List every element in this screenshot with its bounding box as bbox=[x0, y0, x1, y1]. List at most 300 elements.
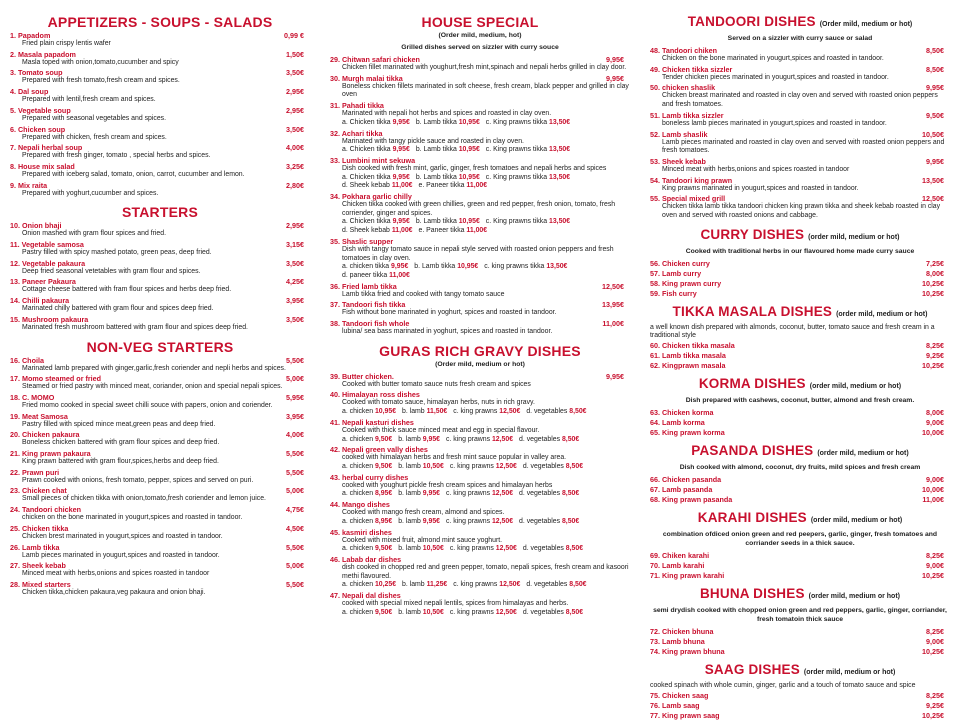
menu-item-description: Marinated lamb prepared with ginger,garlic,fresh coriender and nepli herbs and spices. bbox=[22, 364, 286, 372]
section-title-text: SAAG DISHES bbox=[704, 662, 800, 678]
menu-item-description: Minced meat with herbs,onions and spices roasted in tandoor bbox=[662, 165, 850, 173]
variant-label: c. King prawns tikka bbox=[485, 118, 548, 126]
menu-item-price: 4,00€ bbox=[286, 430, 304, 440]
menu-item-name: 32. Achari tikka bbox=[330, 128, 383, 138]
menu-item bbox=[330, 192, 630, 236]
menu-item-description: King prawn battered with gram flour,spices,herbs and deep fried. bbox=[22, 458, 219, 466]
menu-item-name: 30. Murgh malai tikka bbox=[330, 73, 403, 83]
variant-label: a. Chicken tikka bbox=[342, 118, 391, 126]
menu-item-header bbox=[330, 55, 630, 64]
menu-item bbox=[10, 50, 310, 68]
menu-item-price: 10,00€ bbox=[922, 428, 944, 438]
menu-item bbox=[650, 637, 950, 646]
menu-item-variant bbox=[342, 463, 392, 472]
menu-item-variant bbox=[519, 436, 579, 445]
menu-item-name: 6. Chicken soup bbox=[10, 124, 66, 134]
menu-item bbox=[10, 543, 310, 561]
menu-item-header bbox=[650, 157, 950, 166]
menu-item-name: 73. Lamb bhuna bbox=[650, 637, 705, 647]
section-subtitle: (Order mild, medium, hot) bbox=[438, 32, 522, 39]
menu-item-header bbox=[330, 300, 630, 309]
menu-item-name: 38. Tandoori fish whole bbox=[330, 319, 410, 329]
menu-item-description: Prepared with seasonal vegetables and spices. bbox=[22, 114, 167, 122]
variant-label: a. Chicken tikka bbox=[342, 218, 391, 226]
menu-item-header bbox=[10, 259, 310, 268]
menu-item-price: 3,95€ bbox=[286, 411, 304, 421]
menu-item bbox=[330, 390, 630, 416]
menu-item-variants bbox=[330, 218, 630, 235]
variant-price: 11,00€ bbox=[391, 182, 413, 190]
menu-item-name: 64. Lamb korma bbox=[650, 418, 705, 428]
menu-item-name: 33. Lumbini mint sekuwa bbox=[330, 155, 416, 165]
menu-item bbox=[330, 156, 630, 191]
menu-item-price: 9,95€ bbox=[606, 371, 624, 381]
section-title bbox=[650, 510, 950, 529]
section-title-text: TANDOORI DISHES bbox=[687, 14, 816, 29]
menu-item-description: Marinated with nepali hot herbs and spices and roasted in clay oven. bbox=[342, 110, 552, 118]
menu-item-name: 66. Chicken pasanda bbox=[650, 475, 722, 485]
menu-item-variant bbox=[446, 436, 513, 445]
menu-item-name: 49. Chicken tikka sizzler bbox=[650, 64, 733, 74]
menu-item-price: 5,50€ bbox=[286, 467, 304, 477]
section-title bbox=[330, 343, 630, 359]
variant-price: 13,50€ bbox=[546, 263, 568, 271]
section-order-note: (Order mild, medium or hot) bbox=[819, 21, 913, 28]
menu-item-variant bbox=[450, 463, 517, 472]
menu-item-description: dish cooked in chopped red and green pepper, tomato, nepali spices, fresh cream and kasoori methi flavoured. bbox=[342, 563, 629, 580]
menu-item-price: 3,25€ bbox=[286, 161, 304, 171]
menu-item-header bbox=[10, 430, 310, 439]
menu-item-price bbox=[624, 192, 630, 201]
variant-label: d. vegetables bbox=[522, 462, 564, 470]
menu-item-variant bbox=[342, 174, 410, 183]
menu-item-header bbox=[330, 101, 630, 110]
variant-label: c. king prawns bbox=[445, 490, 491, 498]
menu-item-price: 2,80€ bbox=[286, 180, 304, 190]
menu-item bbox=[10, 486, 310, 504]
menu-item-header bbox=[650, 408, 950, 417]
menu-item-variant bbox=[419, 182, 488, 191]
section-order-note: (order mild, medium or hot) bbox=[810, 517, 903, 525]
menu-item-description: Dish cooked with fresh mint, garlic, ginger, fresh tomatoes and nepali herbs and spices bbox=[342, 164, 607, 172]
menu-item-variant bbox=[446, 490, 513, 499]
menu-item-price bbox=[624, 591, 630, 600]
menu-item bbox=[10, 162, 310, 180]
menu-item-variant bbox=[402, 408, 447, 417]
menu-item bbox=[10, 259, 310, 277]
menu-item-name: 2. Masala papadom bbox=[10, 49, 76, 59]
menu-item-header bbox=[10, 296, 310, 305]
menu-item-header bbox=[650, 485, 950, 494]
menu-item-name: 27. Sheek kebab bbox=[10, 561, 66, 571]
menu-item-name: 47. Nepali dal dishes bbox=[330, 591, 401, 601]
menu-item-variant bbox=[486, 174, 570, 183]
variant-price: 8,95€ bbox=[374, 490, 393, 498]
variant-price: 8,50€ bbox=[565, 462, 584, 470]
variant-price: 11,00€ bbox=[466, 182, 488, 190]
menu-item-name: 23. Chicken chat bbox=[10, 486, 67, 496]
menu-item-name: 3. Tomato soup bbox=[10, 68, 63, 78]
menu-item bbox=[330, 500, 630, 526]
menu-item-name: 16. Choila bbox=[10, 355, 44, 365]
menu-item bbox=[10, 143, 310, 161]
menu-item-price: 10,25€ bbox=[922, 710, 944, 720]
menu-item bbox=[650, 130, 950, 156]
menu-item-variant bbox=[446, 518, 513, 527]
menu-section bbox=[650, 227, 950, 298]
menu-item-variant bbox=[416, 119, 480, 128]
menu-item bbox=[650, 65, 950, 83]
menu-item-description: Prepared with fresh tomato,fresh cream and spices. bbox=[22, 77, 180, 85]
menu-item-header bbox=[330, 192, 630, 201]
menu-item-name: 43. herbal curry dishes bbox=[330, 472, 409, 482]
variant-price: 12,50€ bbox=[491, 490, 514, 498]
section-title bbox=[650, 304, 950, 323]
menu-item-description: Lamb pieces marinated in yougurt,spices and roasted in tandoor. bbox=[22, 551, 220, 559]
menu-item-name: 10. Onion bhaji bbox=[10, 221, 62, 231]
menu-item bbox=[650, 269, 950, 278]
variant-price: 9,95€ bbox=[422, 435, 440, 443]
menu-item-price: 8,50€ bbox=[926, 46, 944, 55]
menu-item-price: 5,00€ bbox=[286, 561, 304, 571]
variant-label: c. king prawns bbox=[445, 517, 491, 525]
menu-item-name: 50. chicken shaslik bbox=[650, 83, 716, 93]
variant-price: 10,95€ bbox=[457, 263, 479, 271]
variant-label: b. lamb bbox=[398, 545, 421, 553]
menu-item-variant bbox=[398, 545, 444, 554]
menu-item bbox=[650, 485, 950, 494]
menu-item bbox=[650, 418, 950, 427]
menu-item bbox=[650, 279, 950, 288]
variant-label: b. lamb bbox=[402, 581, 425, 589]
variant-price: 10,95€ bbox=[374, 408, 397, 416]
variant-price: 8,50€ bbox=[565, 545, 584, 553]
menu-item-description: Pastry filled with spiced mince meat,green peas and deep fried. bbox=[22, 420, 216, 428]
menu-item-description: King prawns marinated in yougurt,spices and roasted in tandoor. bbox=[662, 184, 859, 192]
menu-item bbox=[650, 691, 950, 700]
menu-item-variant bbox=[523, 609, 583, 618]
menu-item-name: 20. Chicken pakaura bbox=[10, 430, 80, 440]
section-title bbox=[650, 227, 950, 246]
menu-item-variant bbox=[419, 227, 488, 236]
variant-price: 8,95€ bbox=[374, 517, 393, 525]
menu-item-header bbox=[650, 701, 950, 710]
menu-item-header bbox=[10, 106, 310, 115]
menu-item-variant bbox=[486, 146, 570, 155]
menu-item bbox=[650, 551, 950, 560]
menu-item bbox=[330, 129, 630, 155]
variant-label: a. chicken bbox=[342, 608, 374, 616]
menu-item-header bbox=[10, 543, 310, 552]
variant-label: d. vegetables bbox=[526, 581, 568, 589]
menu-item-description: Deep fried seasonal vetetables with gram flour and spices. bbox=[22, 267, 201, 275]
menu-item-price: 2,95€ bbox=[286, 221, 304, 231]
menu-item-price: 4,00€ bbox=[286, 143, 304, 153]
menu-item-header bbox=[10, 412, 310, 421]
menu-item-name: 26. Lamb tikka bbox=[10, 542, 60, 552]
menu-item bbox=[650, 289, 950, 298]
menu-item-variant bbox=[342, 490, 392, 499]
menu-item bbox=[650, 571, 950, 580]
menu-item-description: cooked with youghurt pickle fresh cream spices and himalayan herbs bbox=[342, 481, 553, 489]
menu-item-name: 21. King prawn pakaura bbox=[10, 449, 91, 459]
menu-item-price: 0,99 € bbox=[284, 31, 304, 40]
menu-item-header bbox=[10, 524, 310, 533]
menu-item-header bbox=[650, 259, 950, 268]
menu-item-description: Prepared with iceberg salad, tomato, onion, carrot, cucumber and lemon. bbox=[22, 170, 245, 178]
menu-item-name: 56. Chicken curry bbox=[650, 258, 710, 268]
menu-item-description: Boneless chicken fillets marinated in soft cheese, fresh cream, black pepper and grilled in clay oven bbox=[342, 82, 629, 99]
menu-item bbox=[10, 125, 310, 143]
menu-item-price: 9,00€ bbox=[926, 418, 944, 428]
menu-item-header bbox=[10, 125, 310, 134]
menu-item-description: Marinated chilly battered with gram flour and spices deep fried. bbox=[22, 305, 214, 313]
menu-item bbox=[650, 428, 950, 437]
menu-item-price: 9,50€ bbox=[926, 110, 944, 120]
menu-item-variant bbox=[398, 436, 440, 445]
menu-item-name: 53. Sheek kebab bbox=[650, 156, 706, 166]
menu-item-variant bbox=[398, 463, 444, 472]
menu-item-price bbox=[624, 418, 630, 427]
section-order-note: (order mild, medium or hot) bbox=[817, 450, 909, 458]
menu-item-variants bbox=[330, 609, 630, 618]
menu-item-header bbox=[10, 580, 310, 589]
section-subtitle: Grilled dishes served on sizzler with curry souce bbox=[401, 44, 559, 51]
variant-label: a. Chicken tikka bbox=[342, 146, 391, 154]
menu-item-name: 5. Vegetable soup bbox=[10, 105, 71, 115]
menu-item bbox=[650, 259, 950, 268]
menu-item-variant bbox=[523, 463, 583, 472]
menu-item-name: 71. King prawn karahi bbox=[650, 571, 725, 581]
menu-item-description: Lamb tikka fried and cooked with tangy tomato sauce bbox=[342, 290, 505, 298]
menu-item bbox=[330, 591, 630, 617]
menu-item-header bbox=[10, 181, 310, 190]
menu-item-description: Masla toped with onion,tomato,cucumber and spicy bbox=[22, 58, 179, 66]
variant-price: 10,95€ bbox=[458, 118, 480, 126]
variant-label: a. chicken bbox=[342, 517, 374, 525]
menu-item-variant bbox=[486, 218, 570, 227]
menu-item bbox=[10, 181, 310, 199]
variant-price: 10,50€ bbox=[422, 545, 444, 553]
section-title-text: GURAS RICH GRAVY DISHES bbox=[379, 342, 581, 359]
menu-item-description: Pastry filled with spicy mashed potato, green peas, deep fried. bbox=[22, 249, 212, 257]
menu-item-price: 10,50€ bbox=[922, 129, 944, 139]
menu-item-name: 45. kasmiri dishes bbox=[330, 527, 392, 537]
menu-column bbox=[0, 0, 320, 679]
menu-item-name: 36. Fried lamb tikka bbox=[330, 281, 397, 291]
menu-item-price: 9,00€ bbox=[926, 561, 944, 571]
variant-label: b. Lamb tikka bbox=[414, 263, 456, 271]
menu-item-header bbox=[330, 156, 630, 165]
menu-item-variant bbox=[342, 146, 410, 155]
menu-item-name: 59. Fish curry bbox=[650, 288, 697, 298]
menu-item bbox=[330, 445, 630, 471]
menu-item-price: 9,95€ bbox=[606, 55, 624, 64]
variant-label: d. Sheek kebab bbox=[342, 227, 390, 235]
menu-item-price: 7,25€ bbox=[926, 258, 944, 268]
menu-item-name: 70. Lamb karahi bbox=[650, 561, 705, 571]
menu-item bbox=[10, 240, 310, 258]
menu-section bbox=[650, 376, 950, 437]
menu-item-header bbox=[650, 269, 950, 278]
menu-item-header bbox=[650, 495, 950, 504]
variant-label: b. Lamb tikka bbox=[415, 146, 457, 154]
variant-label: d. vegetables bbox=[526, 408, 568, 416]
menu-item-header bbox=[650, 289, 950, 298]
menu-item-variants bbox=[330, 174, 630, 191]
menu-item-name: 15. Mushroom pakaura bbox=[10, 314, 89, 324]
menu-item-price: 12,50€ bbox=[602, 281, 624, 291]
menu-item bbox=[10, 561, 310, 579]
menu-item-name: 44. Mango dishes bbox=[330, 500, 390, 510]
variant-label: d. vegetables bbox=[522, 608, 564, 616]
section-order-note: (order mild, medium or hot) bbox=[809, 383, 902, 391]
menu-item-name: 31. Pahadi tikka bbox=[330, 101, 384, 111]
section-title bbox=[10, 204, 310, 220]
menu-item bbox=[330, 319, 630, 337]
variant-price: 11,00€ bbox=[391, 227, 413, 235]
menu-item-name: 24. Tandoori chicken bbox=[10, 505, 81, 515]
menu-section bbox=[650, 662, 950, 720]
menu-item-name: 61. Lamb tikka masala bbox=[650, 351, 726, 361]
variant-price: 9,95€ bbox=[422, 517, 440, 525]
menu-item bbox=[650, 361, 950, 370]
menu-item-header bbox=[10, 449, 310, 458]
menu-item-price: 1,50€ bbox=[286, 49, 304, 59]
variant-price: 9,95€ bbox=[422, 490, 440, 498]
menu-item-description: Onion mashed with gram flour spices and fried. bbox=[22, 230, 167, 238]
variant-label: d. vegetables bbox=[522, 545, 564, 553]
menu-item-price bbox=[624, 555, 630, 564]
menu-item-name: 34. Pokhara garlic chilly bbox=[330, 192, 412, 202]
menu-item-price: 12,50€ bbox=[922, 194, 944, 204]
menu-item-variant bbox=[342, 218, 410, 227]
menu-item-description: Fried momo cooked in special sweet chilli souce with papers, onion and coriender. bbox=[22, 401, 273, 409]
menu-item-variant bbox=[398, 490, 440, 499]
menu-item bbox=[10, 524, 310, 542]
menu-item-header bbox=[650, 279, 950, 288]
menu-item-header bbox=[10, 468, 310, 477]
menu-item-price: 3,50€ bbox=[286, 258, 304, 268]
menu-item-header bbox=[330, 319, 630, 328]
menu-item-price: 10,25€ bbox=[922, 288, 944, 298]
variant-label: a. chicken bbox=[342, 545, 374, 553]
menu-item bbox=[10, 393, 310, 411]
menu-item-price: 3,50€ bbox=[286, 314, 304, 324]
menu-item-variants bbox=[330, 463, 630, 472]
variant-label: d. paneer tikka bbox=[342, 271, 388, 279]
menu-item bbox=[650, 495, 950, 504]
menu-item-header bbox=[10, 561, 310, 570]
variant-price: 9,95€ bbox=[391, 263, 409, 271]
menu-item-name: 65. King prawn korma bbox=[650, 428, 725, 438]
variant-price: 9,95€ bbox=[392, 146, 410, 154]
menu-item bbox=[10, 31, 310, 49]
variant-label: c. King prawns tikka bbox=[485, 218, 548, 226]
menu-item-variants bbox=[330, 436, 630, 445]
variant-label: b. Lamb tikka bbox=[415, 218, 457, 226]
menu-item-header bbox=[10, 505, 310, 514]
menu-item-name: 62. Kingprawn masala bbox=[650, 361, 726, 371]
variant-label: b. lamb bbox=[398, 517, 421, 525]
menu-item-name: 75. Chicken saag bbox=[650, 690, 709, 700]
variant-price: 13,50€ bbox=[549, 118, 571, 126]
menu-item-description: Prepared with yoghurt,cucumber and spices. bbox=[22, 189, 159, 197]
menu-section bbox=[10, 339, 310, 598]
variant-label: c. King prawns tikka bbox=[485, 173, 548, 181]
menu-item-description: Chicken breast marinated and roasted in clay oven and served with roasted onion peppers and fresh tomatoes. bbox=[662, 92, 938, 109]
menu-item-description: boneless lamb pieces marinated in yougurt,spices and roasted in tandoor. bbox=[662, 119, 887, 127]
menu-item-name: 54. Tandoori king prawn bbox=[650, 175, 733, 185]
menu-item-variant bbox=[416, 146, 480, 155]
menu-item-price: 8,25€ bbox=[926, 690, 944, 700]
menu-item-price: 5,50€ bbox=[286, 579, 304, 589]
menu-item bbox=[10, 87, 310, 105]
variant-label: a. Chicken tikka bbox=[342, 173, 391, 181]
menu-item-variant bbox=[342, 518, 392, 527]
menu-item-price: 4,50€ bbox=[286, 523, 304, 533]
variant-price: 13,50€ bbox=[549, 146, 571, 154]
section-order-note: (order mild, medium or hot) bbox=[808, 233, 900, 241]
menu-item-header bbox=[330, 500, 630, 509]
menu-item-header bbox=[330, 390, 630, 399]
menu-item-description: Minced meat with herbs,onions and spices roasted in tandoor bbox=[22, 570, 210, 578]
menu-section bbox=[650, 510, 950, 580]
menu-item-price: 9,00€ bbox=[926, 475, 944, 485]
variant-price: 10,95€ bbox=[458, 173, 480, 181]
menu-item bbox=[10, 449, 310, 467]
menu-item bbox=[10, 221, 310, 239]
menu-item bbox=[330, 55, 630, 73]
variant-label: d. vegetables bbox=[519, 517, 561, 525]
menu-column bbox=[320, 0, 640, 679]
menu-item bbox=[10, 296, 310, 314]
menu-item-price: 5,50€ bbox=[286, 355, 304, 365]
variant-price: 13,50€ bbox=[549, 173, 571, 181]
variant-price: 12,50€ bbox=[495, 545, 517, 553]
menu-item-header bbox=[10, 143, 310, 152]
menu-item-name: 8. House mix salad bbox=[10, 161, 75, 171]
menu-item-name: 51. Lamb tikka sizzler bbox=[650, 110, 724, 120]
menu-item bbox=[10, 315, 310, 333]
menu-item-variant bbox=[523, 545, 583, 554]
menu-item-header bbox=[10, 393, 310, 402]
menu-item-price: 9,25€ bbox=[926, 351, 944, 361]
menu-item-description: Cooked with mango fresh cream, almond and spices. bbox=[342, 509, 505, 517]
menu-item-variants bbox=[330, 146, 630, 155]
menu-item bbox=[330, 473, 630, 499]
variant-label: c. king prawns tikka bbox=[484, 263, 545, 271]
menu-item bbox=[650, 711, 950, 720]
menu-item-description: Cottage cheese battered with fram flour spices and herbs deep fried. bbox=[22, 286, 232, 294]
menu-item-name: 1. Papadom bbox=[10, 31, 51, 40]
menu-item-price: 5,00€ bbox=[286, 374, 304, 384]
menu-item-price: 9,95€ bbox=[926, 156, 944, 166]
menu-item-price: 8,25€ bbox=[926, 341, 944, 351]
menu-item-variant bbox=[342, 545, 392, 554]
menu-item-header bbox=[650, 627, 950, 636]
menu-item-name: 69. Chiken karahi bbox=[650, 551, 710, 561]
section-title-text: NON-VEG STARTERS bbox=[86, 338, 234, 355]
menu-item-price: 10,25€ bbox=[922, 647, 944, 657]
menu-item-name: 14. Chilli pakaura bbox=[10, 296, 70, 306]
menu-section bbox=[650, 443, 950, 504]
section-title bbox=[10, 339, 310, 355]
menu-item-price bbox=[624, 237, 630, 246]
menu-item-header bbox=[330, 237, 630, 246]
menu-item-price bbox=[624, 129, 630, 138]
menu-section bbox=[650, 14, 950, 221]
